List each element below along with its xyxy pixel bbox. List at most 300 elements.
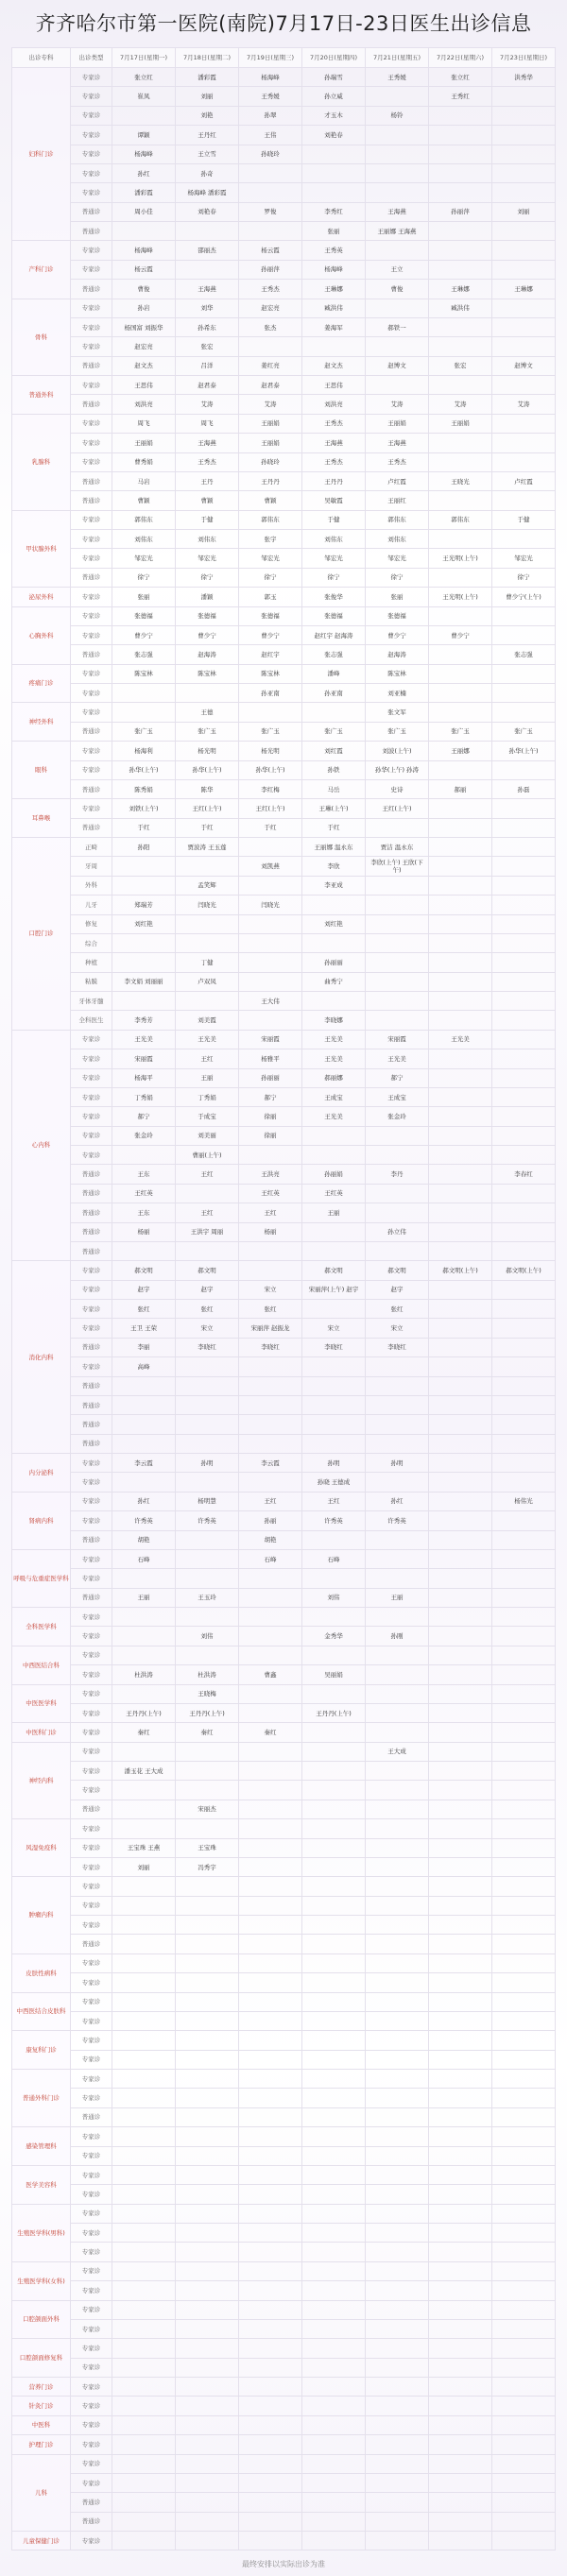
table-header-row	[12, 48, 556, 68]
doctor-name: 丁健	[200, 958, 214, 966]
visit-type-cell: 牙体牙髓	[71, 992, 112, 1011]
doctor-cell	[176, 2127, 239, 2146]
doctor-cell	[239, 1473, 302, 1492]
doctor-cell	[176, 818, 239, 837]
doctor-name: 孙明	[390, 1459, 404, 1467]
table-row	[12, 2532, 556, 2550]
doctor-cell	[429, 972, 492, 991]
doctor-cell	[112, 1973, 176, 1992]
doctor-cell	[112, 2532, 176, 2550]
table-row	[12, 1723, 556, 1742]
doctor-cell	[429, 1684, 492, 1703]
table-row	[12, 933, 556, 952]
doctor-name: 王光美	[134, 1035, 153, 1044]
doctor-cell	[112, 1857, 176, 1876]
doctor-cell	[112, 163, 176, 182]
visit-type-cell: 普通诊	[71, 1338, 112, 1356]
doctor-cell	[112, 87, 176, 106]
visit-type-cell: 专家诊	[71, 2185, 112, 2204]
doctor-name: 徐宁	[200, 573, 214, 582]
doctor-cell	[429, 2473, 492, 2492]
visit-type-cell: 专家诊	[71, 452, 112, 471]
visit-type-cell: 专家诊	[71, 434, 112, 452]
table-row	[12, 1608, 556, 1627]
doctor-name: 邹宏光	[387, 554, 406, 562]
doctor-name: 姜红亮	[261, 362, 280, 370]
doctor-name: 郭伟东	[451, 516, 470, 524]
doctor-cell	[302, 2493, 366, 2512]
doctor-cell	[366, 491, 429, 510]
doctor-cell	[176, 280, 239, 299]
doctor-cell	[492, 2107, 556, 2126]
table-row	[12, 1107, 556, 1126]
doctor-cell	[112, 1742, 176, 1761]
doctor-cell	[302, 2435, 366, 2454]
doctor-cell	[429, 68, 492, 87]
table-row	[12, 896, 556, 914]
doctor-name: 张丽	[327, 227, 340, 235]
doctor-name: 陈华	[200, 785, 214, 793]
doctor-name: 张杰	[264, 323, 277, 332]
doctor-cell	[302, 183, 366, 202]
doctor-name: 张立红	[134, 73, 153, 81]
table-row	[12, 2512, 556, 2531]
doctor-cell	[366, 395, 429, 414]
table-row	[12, 1646, 556, 1664]
doctor-name: 吴丽娟	[324, 1670, 343, 1679]
doctor-name: 刘伟东	[387, 535, 406, 543]
doctor-name: 崔凤	[137, 93, 150, 100]
doctor-cell	[366, 434, 429, 452]
doctor-cell	[366, 703, 429, 722]
doctor-cell	[492, 491, 556, 510]
dept-cell: 风湿免疫科	[12, 1819, 71, 1877]
doctor-name: 秦红	[200, 1728, 214, 1736]
doctor-name: 李秀芳	[134, 1016, 153, 1024]
doctor-name: 杨伟光	[514, 1497, 533, 1506]
table-row	[12, 799, 556, 818]
doctor-cell	[429, 1203, 492, 1222]
doctor-cell	[176, 722, 239, 741]
doctor-cell	[302, 1627, 366, 1646]
doctor-cell	[176, 2107, 239, 2126]
doctor-cell	[366, 2397, 429, 2415]
visit-type-cell: 专家诊	[71, 1992, 112, 2011]
doctor-name: 王丽娟	[261, 419, 280, 428]
table-row	[12, 299, 556, 317]
doctor-cell	[429, 1800, 492, 1818]
doctor-name: 宋丽杰	[198, 1805, 216, 1814]
doctor-cell	[429, 1857, 492, 1876]
doctor-name: 曹少宁	[134, 631, 153, 640]
doctor-cell	[112, 972, 176, 991]
doctor-cell	[366, 1492, 429, 1510]
doctor-name: 孙明	[200, 1459, 214, 1467]
schedule-body	[12, 68, 556, 2550]
doctor-cell	[366, 2378, 429, 2397]
doctor-name: 洪秀华	[514, 73, 533, 81]
doctor-cell	[239, 1935, 302, 1953]
doctor-cell	[176, 1992, 239, 2011]
doctor-cell	[492, 1953, 556, 1972]
doctor-cell	[366, 317, 429, 336]
doctor-name: 孙明	[327, 1459, 340, 1467]
doctor-cell	[429, 1608, 492, 1627]
doctor-cell	[492, 1762, 556, 1781]
doctor-name: 孙华(上午)	[129, 766, 159, 775]
doctor-cell	[239, 1916, 302, 1935]
table-row	[12, 471, 556, 490]
visit-type-cell: 专家诊	[71, 2435, 112, 2454]
doctor-cell	[112, 2493, 176, 2512]
doctor-cell	[176, 2493, 239, 2512]
doctor-name: 张立红	[451, 73, 470, 81]
visit-type-cell: 普通诊	[71, 1376, 112, 1395]
doctor-cell	[176, 1800, 239, 1818]
doctor-name: 王思伟	[324, 381, 343, 389]
doctor-cell	[176, 1068, 239, 1087]
doctor-cell	[176, 1011, 239, 1030]
doctor-cell	[302, 588, 366, 606]
doctor-cell	[239, 1492, 302, 1510]
dept-cell: 感染管理科	[12, 2127, 71, 2166]
doctor-name: 郝宁	[137, 1112, 150, 1120]
doctor-cell	[429, 1241, 492, 1260]
visit-type-cell: 专家诊	[71, 1319, 112, 1338]
doctor-cell	[239, 1665, 302, 1684]
doctor-cell	[112, 838, 176, 857]
table-row	[12, 1511, 556, 1530]
doctor-name: 于健	[327, 516, 340, 524]
visit-type-cell: 专家诊	[71, 87, 112, 106]
doctor-cell	[302, 337, 366, 356]
doctor-cell	[239, 1646, 302, 1664]
doctor-cell	[492, 145, 556, 163]
table-row	[12, 1376, 556, 1395]
doctor-cell	[302, 1357, 366, 1376]
table-row	[12, 222, 556, 241]
doctor-cell	[492, 1549, 556, 1568]
doctor-cell	[239, 222, 302, 241]
doctor-name: 刘伟东	[134, 535, 153, 543]
doctor-cell	[366, 2358, 429, 2377]
table-row	[12, 530, 556, 549]
doctor-cell	[239, 1434, 302, 1453]
doctor-name: 王大成	[387, 1748, 406, 1756]
doctor-cell	[302, 1319, 366, 1338]
doctor-cell	[492, 1992, 556, 2011]
doctor-cell	[366, 876, 429, 895]
doctor-cell	[112, 126, 176, 145]
table-row	[12, 1569, 556, 1588]
doctor-name: 于红	[264, 824, 277, 832]
doctor-cell	[239, 838, 302, 857]
doctor-name: 宋立	[390, 1324, 404, 1332]
doctor-cell	[112, 299, 176, 317]
visit-type-cell: 专家诊	[71, 1665, 112, 1684]
doctor-name: 张广玉	[324, 727, 343, 736]
doctor-name: 张宇	[264, 535, 277, 543]
table-row	[12, 2107, 556, 2126]
footer-note: 最终安排以实际出诊为准	[242, 2560, 325, 2568]
table-row	[12, 1049, 556, 1068]
doctor-cell	[112, 606, 176, 625]
doctor-cell	[239, 1030, 302, 1049]
doctor-cell	[492, 2378, 556, 2397]
doctor-name: 孙红	[137, 169, 150, 178]
doctor-cell	[239, 2454, 302, 2473]
doctor-cell	[176, 2165, 239, 2184]
doctor-cell	[239, 2224, 302, 2243]
doctor-cell	[239, 2185, 302, 2204]
doctor-cell	[429, 280, 492, 299]
doctor-cell	[492, 1087, 556, 1106]
doctor-cell	[302, 1338, 366, 1356]
doctor-name: 曹颖	[137, 496, 150, 504]
visit-type-cell: 普通诊	[71, 222, 112, 241]
doctor-cell	[429, 1454, 492, 1473]
doctor-cell	[492, 2165, 556, 2184]
visit-type-cell: 专家诊	[71, 799, 112, 818]
visit-type-cell: 普通诊	[71, 1434, 112, 1453]
doctor-cell	[176, 972, 239, 991]
doctor-name: 潘峰	[327, 670, 340, 678]
doctor-cell	[176, 68, 239, 87]
doctor-cell	[366, 588, 429, 606]
doctor-cell	[492, 1165, 556, 1184]
doctor-cell	[302, 1222, 366, 1241]
doctor-cell	[492, 1434, 556, 1453]
doctor-cell	[112, 2127, 176, 2146]
doctor-cell	[112, 992, 176, 1011]
doctor-cell	[366, 1434, 429, 1453]
doctor-cell	[239, 1703, 302, 1722]
doctor-name: 艾涛	[390, 401, 404, 408]
doctor-cell	[429, 434, 492, 452]
doctor-name: 秦红	[264, 1728, 277, 1736]
doctor-cell	[302, 742, 366, 760]
table-row	[12, 1762, 556, 1781]
doctor-name: 赵文杰	[324, 362, 343, 370]
doctor-cell	[239, 2011, 302, 2030]
doctor-cell	[302, 1280, 366, 1299]
table-row	[12, 2011, 556, 2030]
doctor-cell	[302, 2107, 366, 2126]
doctor-cell	[239, 953, 302, 972]
doctor-cell	[492, 2435, 556, 2454]
doctor-cell	[112, 568, 176, 587]
doctor-cell	[366, 779, 429, 798]
doctor-name: 臧洪伟	[324, 304, 343, 313]
doctor-cell	[429, 799, 492, 818]
doctor-cell	[429, 1819, 492, 1838]
doctor-name: 张德福	[198, 612, 216, 621]
doctor-cell	[112, 491, 176, 510]
doctor-cell	[429, 530, 492, 549]
doctor-cell	[176, 1703, 239, 1722]
visit-type-cell: 专家诊	[71, 703, 112, 722]
doctor-name: 刘美霞	[198, 1016, 216, 1024]
doctor-cell	[429, 1415, 492, 1434]
doctor-name: 孙翠	[264, 111, 277, 120]
doctor-cell	[366, 549, 429, 568]
doctor-cell	[112, 1203, 176, 1222]
doctor-cell	[429, 145, 492, 163]
table-row	[12, 280, 556, 299]
doctor-cell	[176, 953, 239, 972]
dept-cell: 皮肤性病科	[12, 1953, 71, 1992]
visit-type-cell: 专家诊	[71, 106, 112, 125]
table-row	[12, 2070, 556, 2089]
doctor-name: 闫晓光	[261, 900, 280, 909]
doctor-cell	[429, 1627, 492, 1646]
doctor-cell	[239, 1376, 302, 1395]
doctor-name: 赵宇	[200, 1286, 214, 1294]
doctor-cell	[366, 471, 429, 490]
doctor-cell	[112, 260, 176, 279]
doctor-cell	[239, 2512, 302, 2531]
doctor-name: 曹少宁	[198, 631, 216, 640]
doctor-cell	[112, 2243, 176, 2261]
dept-cell: 产科门诊	[12, 241, 71, 299]
doctor-cell	[302, 222, 366, 241]
doctor-cell	[366, 1723, 429, 1742]
table-row	[12, 588, 556, 606]
doctor-name: 王大伟	[261, 997, 280, 1005]
doctor-name: 曲秀宁	[324, 978, 343, 986]
doctor-cell	[492, 1049, 556, 1068]
doctor-cell	[366, 933, 429, 952]
doctor-cell	[492, 876, 556, 895]
visit-type-cell: 专家诊	[71, 2454, 112, 2473]
doctor-cell	[112, 2050, 176, 2069]
doctor-name: 王光美	[324, 1112, 343, 1120]
doctor-cell	[176, 317, 239, 336]
table-row	[12, 1973, 556, 1992]
doctor-cell	[302, 2358, 366, 2377]
doctor-name: 宋丽霞	[261, 1035, 280, 1044]
doctor-cell	[176, 126, 239, 145]
doctor-cell	[492, 1973, 556, 1992]
table-row	[12, 972, 556, 991]
doctor-cell	[492, 510, 556, 529]
doctor-cell	[429, 2127, 492, 2146]
doctor-cell	[492, 299, 556, 317]
doctor-cell	[492, 742, 556, 760]
doctor-cell	[366, 2243, 429, 2261]
doctor-cell	[302, 241, 366, 260]
doctor-cell	[429, 2243, 492, 2261]
doctor-cell	[302, 1992, 366, 2011]
doctor-cell	[429, 1935, 492, 1953]
doctor-cell	[429, 1665, 492, 1684]
doctor-cell	[176, 2454, 239, 2473]
visit-type-cell: 专家诊	[71, 2300, 112, 2319]
doctor-cell	[302, 2050, 366, 2069]
table-row	[12, 126, 556, 145]
doctor-name: 王光明(上午)	[442, 592, 478, 601]
doctor-cell	[492, 222, 556, 241]
doctor-cell	[176, 684, 239, 703]
doctor-cell	[239, 1319, 302, 1338]
doctor-name: 王红(上午)	[382, 804, 412, 812]
doctor-name: 王红	[327, 1497, 340, 1506]
doctor-cell	[176, 1857, 239, 1876]
doctor-cell	[492, 2532, 556, 2550]
doctor-cell	[112, 2319, 176, 2338]
doctor-cell	[176, 222, 239, 241]
visit-type-cell: 普通诊	[71, 1222, 112, 1241]
doctor-cell	[239, 1762, 302, 1781]
doctor-cell	[176, 606, 239, 625]
doctor-cell	[176, 2319, 239, 2338]
doctor-cell	[112, 106, 176, 125]
doctor-cell	[176, 1492, 239, 1510]
doctor-cell	[176, 625, 239, 644]
doctor-cell	[366, 2011, 429, 2030]
doctor-cell	[302, 530, 366, 549]
doctor-cell	[302, 1723, 366, 1742]
doctor-name: 周小佳	[134, 208, 153, 216]
doctor-cell	[366, 1376, 429, 1395]
page-title: 齐齐哈尔市第一医院(南院)7月17日-23日医生出诊信息	[35, 12, 532, 35]
doctor-cell	[492, 1030, 556, 1049]
doctor-cell	[112, 1665, 176, 1684]
doctor-name: 曹颖	[264, 496, 277, 504]
doctor-cell	[239, 914, 302, 933]
doctor-cell	[429, 1588, 492, 1607]
doctor-cell	[492, 126, 556, 145]
doctor-cell	[429, 1319, 492, 1338]
doctor-cell	[492, 1916, 556, 1935]
doctor-cell	[366, 2070, 429, 2089]
doctor-cell	[112, 1357, 176, 1376]
doctor-cell	[366, 337, 429, 356]
doctor-cell	[176, 1222, 239, 1241]
doctor-name: 石峰	[327, 1555, 340, 1563]
doctor-cell	[492, 1261, 556, 1280]
table-row	[12, 202, 556, 221]
dept-cell: 医学美容科	[12, 2165, 71, 2204]
visit-type-cell: 专家诊	[71, 1473, 112, 1492]
doctor-cell	[239, 241, 302, 260]
doctor-cell	[112, 2224, 176, 2243]
doctor-cell	[176, 1126, 239, 1145]
doctor-cell	[239, 2261, 302, 2280]
doctor-cell	[176, 356, 239, 375]
doctor-name: 杨海峰 潘彩霞	[187, 188, 227, 196]
visit-type-cell: 专家诊	[71, 1454, 112, 1473]
visit-type-cell: 专家诊	[71, 1703, 112, 1722]
doctor-name: 刘美丽	[198, 1132, 216, 1140]
doctor-name: 王海燕	[198, 284, 216, 293]
visit-type-cell: 专家诊	[71, 588, 112, 606]
doctor-cell	[112, 1953, 176, 1972]
visit-type-cell: 专家诊	[71, 1762, 112, 1781]
doctor-cell	[176, 1030, 239, 1049]
visit-type-cell: 专家诊	[71, 1261, 112, 1280]
doctor-cell	[429, 760, 492, 779]
visit-type-cell: 专家诊	[71, 68, 112, 87]
doctor-cell	[176, 2243, 239, 2261]
doctor-cell	[492, 1800, 556, 1818]
doctor-name: 张丽	[137, 592, 150, 601]
table-row	[12, 2454, 556, 2473]
doctor-cell	[492, 1896, 556, 1915]
table-row	[12, 722, 556, 741]
doctor-cell	[429, 1569, 492, 1588]
visit-type-cell: 普通诊	[71, 1588, 112, 1607]
